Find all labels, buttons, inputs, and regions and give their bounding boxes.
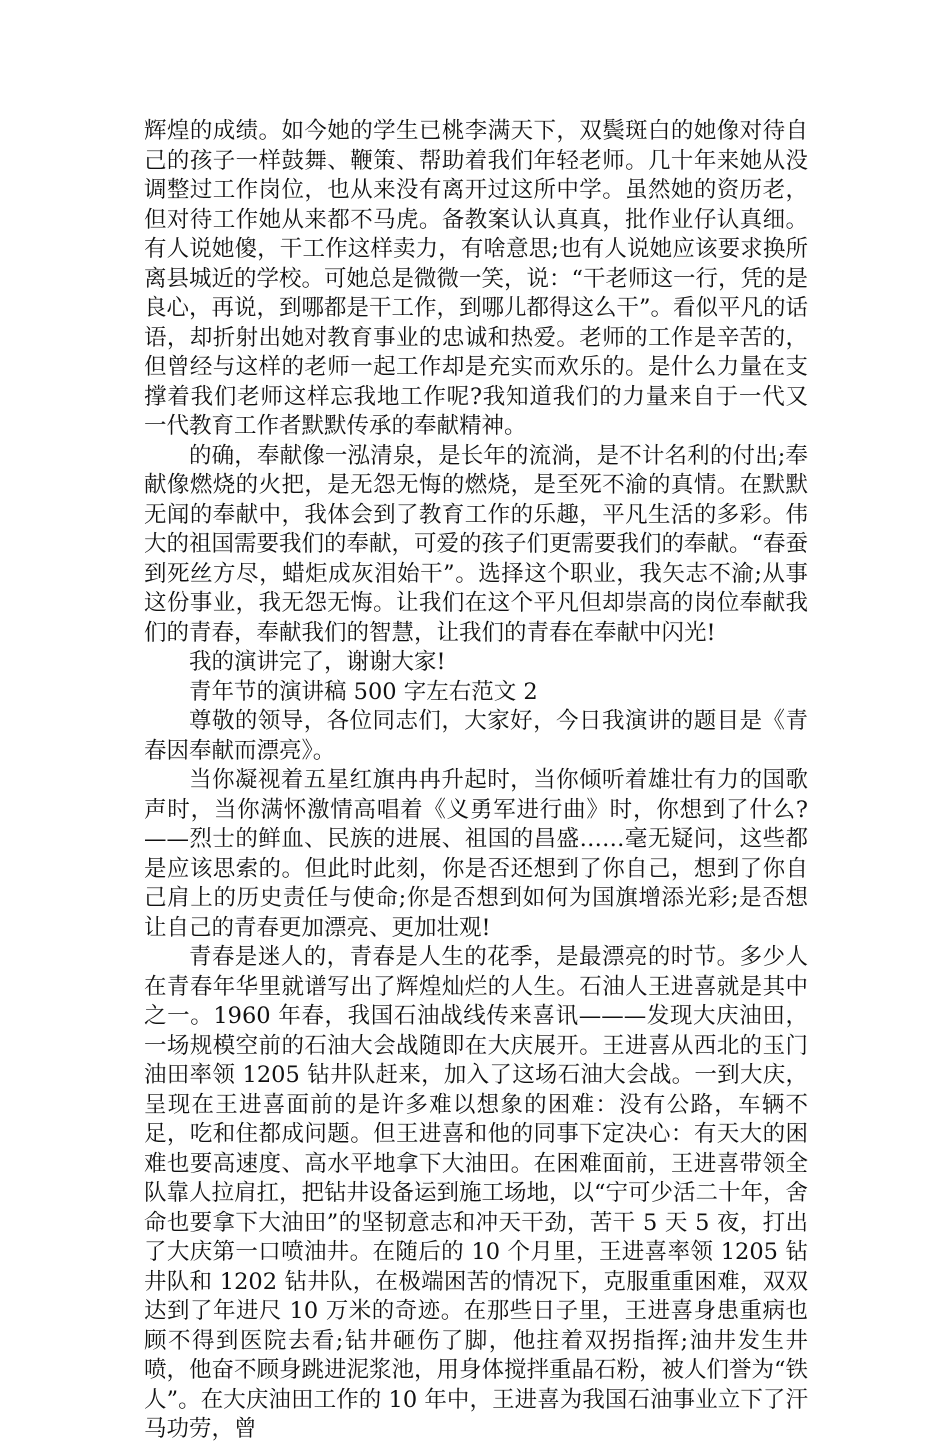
- paragraph-dedication-metaphor: 的确，奉献像一泓清泉，是长年的流淌，是不计名利的付出;奉献像燃烧的火把，是无怨无悔的燃烧，是至死不渝的真情。在默默无闻的奉献中，我体会到了教育工作的乐趣，平凡生活的多彩。伟大的祖国需要我们的奉献，可爱的孩子们更需要我们的奉献。“春蚕到死丝方尽，蜡炬成灰泪始干”。选择这个职业，我矢志不渝;从事这份事业，我无怨无悔。让我们在这个平凡但却崇高的岗位奉献我们的青春，奉献我们的智慧，让我们的青春在奉献中闪光!: [144, 442, 809, 646]
- paragraph-greeting: 尊敬的领导，各位同志们，大家好，今日我演讲的题目是《青春因奉献而漂亮》。: [144, 708, 808, 764]
- document-page: [144, 117, 808, 1445]
- paragraph-wang-jinxi: 青春是迷人的，青春是人生的花季，是最漂亮的时节。多少人在青春年华里就谱写出了辉煌灿烂的人生。石油人王进喜就是其中之一。1960 年春，我国石油战线传来喜讯———发现大庆油田，一场规模空前的石油大会战随即在大庆展开。王进喜从西北的玉门油田率领 1205 钻井队赶来，加入了这场石油大会战。一到大庆，呈现在王进喜面前的是许多难以想象的困难：没有公路，车辆不足，吃和住都成问题。但王进喜和他的同事下定决心：有天大的困难也要高速度、高水平地拿下大油田。在困难面前，王进喜带领全队靠人拉肩扛，把钻井设备运到施工场地，以“宁可少活二十年，舍命也要拿下大油田”的坚韧意志和冲天干劲，苦干 5 天 5 夜，打出了大庆第一口喷油井。在随后的 10 个月里，王进喜率领 1205 钻井队和 1202 钻井队，在极端困苦的情况下，克服重重困难，双双达到了年进尺 10 万米的奇迹。在那些日子里，王进喜身患重病也顾不得到医院去看;钻井砸伤了脚，他拄着双拐指挥;油井发生井喷，他奋不顾身跳进泥浆池，用身体搅拌重晶石粉，被人们誉为“铁人”。在大庆油田工作的 10 年中，王进喜为我国石油事业立下了汗马功劳，曾: [144, 944, 809, 1442]
- paragraph-closing-thanks: 我的演讲完了，谢谢大家!: [189, 649, 446, 675]
- paragraph-national-flag: 当你凝视着五星红旗冉冉升起时，当你倾听着雄壮有力的国歌声时，当你满怀激情高唱着《义勇军进行曲》时，你想到了什么?——烈士的鲜血、民族的进展、祖国的昌盛……毫无疑问，这些都是应该思索的。但此时此刻，你是否还想到了你自己，想到了你自己肩上的历史责任与使命;你是否想到如何为国旗增添光彩;是否想让自己的青春更加漂亮、更加壮观!: [144, 767, 808, 941]
- section-heading: 青年节的演讲稿 500 字左右范文 2: [189, 678, 538, 705]
- paragraph-teacher-dedication: 辉煌的成绩。如今她的学生已桃李满天下，双鬓斑白的她像对待自己的孩子一样鼓舞、鞭策、帮助着我们年轻老师。几十年来她从没调整过工作岗位，也从来没有离开过这所中学。虽然她的资历老，但对待工作她从来都不马虎。备教案认认真真，批作业仔认真细。有人说她傻，干工作这样卖力，有啥意思;也有人说她应该要求换所离县城近的学校。可她总是微微一笑，说：“干老师这一行，凭的是良心，再说，到哪都是干工作，到哪儿都得这么干”。看似平凡的话语，却折射出她对教育事业的忠诚和热爱。老师的工作是辛苦的，但曾经与这样的老师一起工作却是充实而欢乐的。是什么力量在支撑着我们老师这样忘我地工作呢?我知道我们的力量来自于一代又一代教育工作者默默传承的奉献精神。: [144, 118, 809, 439]
